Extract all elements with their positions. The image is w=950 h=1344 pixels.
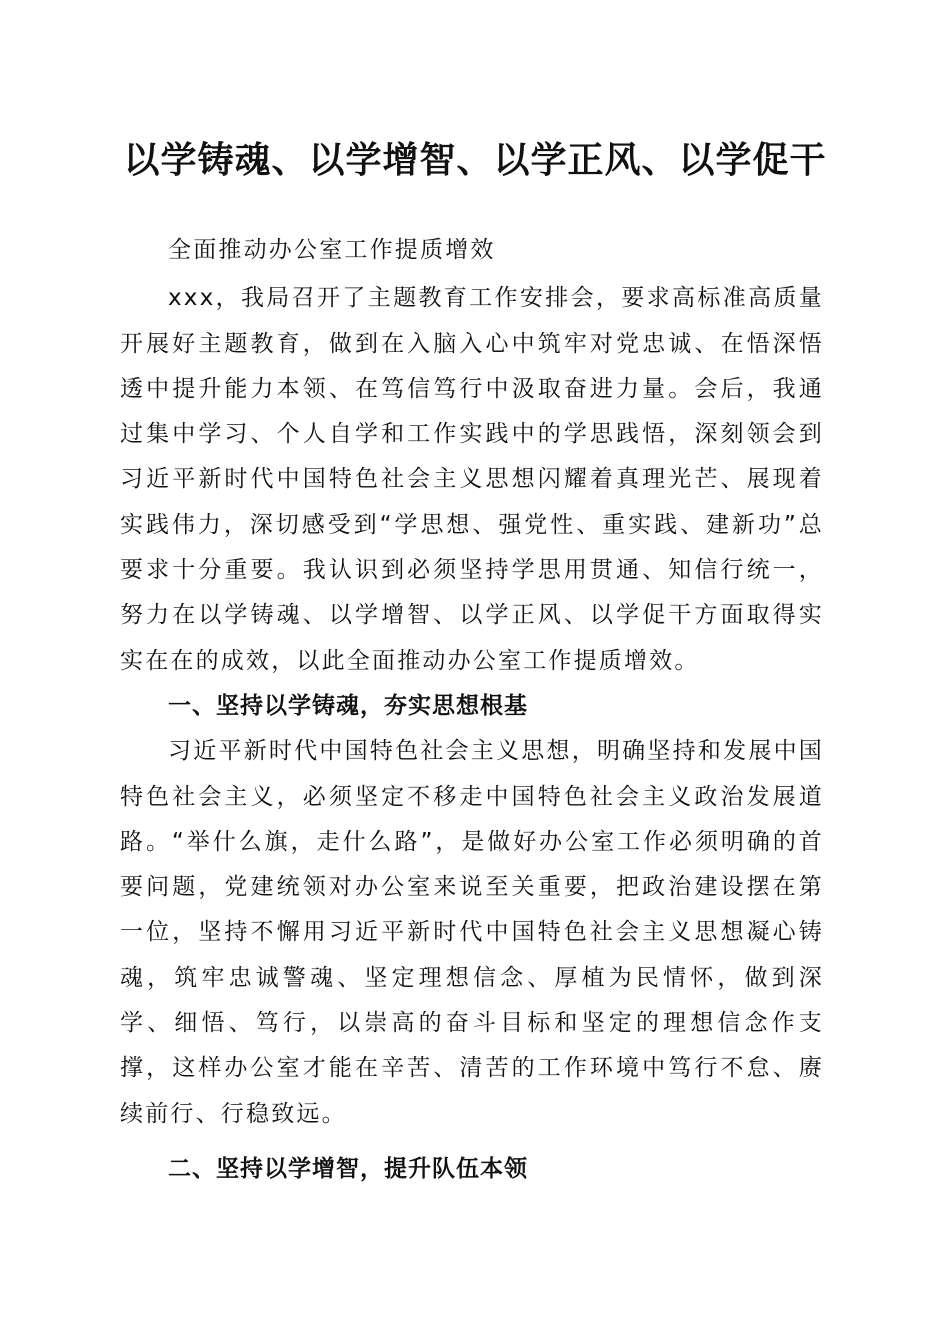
document-title: 以学铸魂、以学增智、以学正风、以学促干 <box>123 139 827 181</box>
intro-paragraph: xxx，我局召开了主题教育工作安排会，要求高标准高质量开展好主题教育，做到在入脑入心中筑牢对党忠诚、在悟深悟透中提升能力本领、在笃信笃行中汲取奋进力量。会后，我通过集中学习、个人自学和工作实践中的学思践悟，深刻领会到习近平新时代中国特色社会主义思想闪耀着真理光芒、展现着实践伟力，深切感受到“学思想、强党性、重实践、建新功”总要求十分重要。我认识到必须坚持学思用贯通、知信行统一，努力在以学铸魂、以学增智、以学正风、以学促干方面取得实实在在的成效，以此全面推动办公室工作提质增效。 <box>120 285 824 674</box>
section-heading-2: 二、坚持以学增智，提升队伍本领 <box>168 1155 528 1182</box>
section-1-paragraph: 习近平新时代中国特色社会主义思想，明确坚持和发展中国特色社会主义，必须坚定不移走中国特色社会主义政治发展道路。“举什么旗，走什么路”，是做好办公室工作必须明确的首要问题，党建统领对办公室来说至关重要，把政治建设摆在第一位，坚持不懈用习近平新时代中国特色社会主义思想凝心铸魂，筑牢忠诚警魂、坚定理想信念、厚植为民情怀，做到深学、细悟、笃行，以崇高的奋斗目标和坚定的理想信念作支撑，这样办公室才能在辛苦、清苦的工作环境中笃行不怠、赓续前行、行稳致远。 <box>120 738 824 1127</box>
document-subtitle: 全面推动办公室工作提质增效 <box>168 237 496 263</box>
document-body <box>120 228 824 1192</box>
section-heading-1: 一、坚持以学铸魂，夯实思想根基 <box>168 692 528 719</box>
